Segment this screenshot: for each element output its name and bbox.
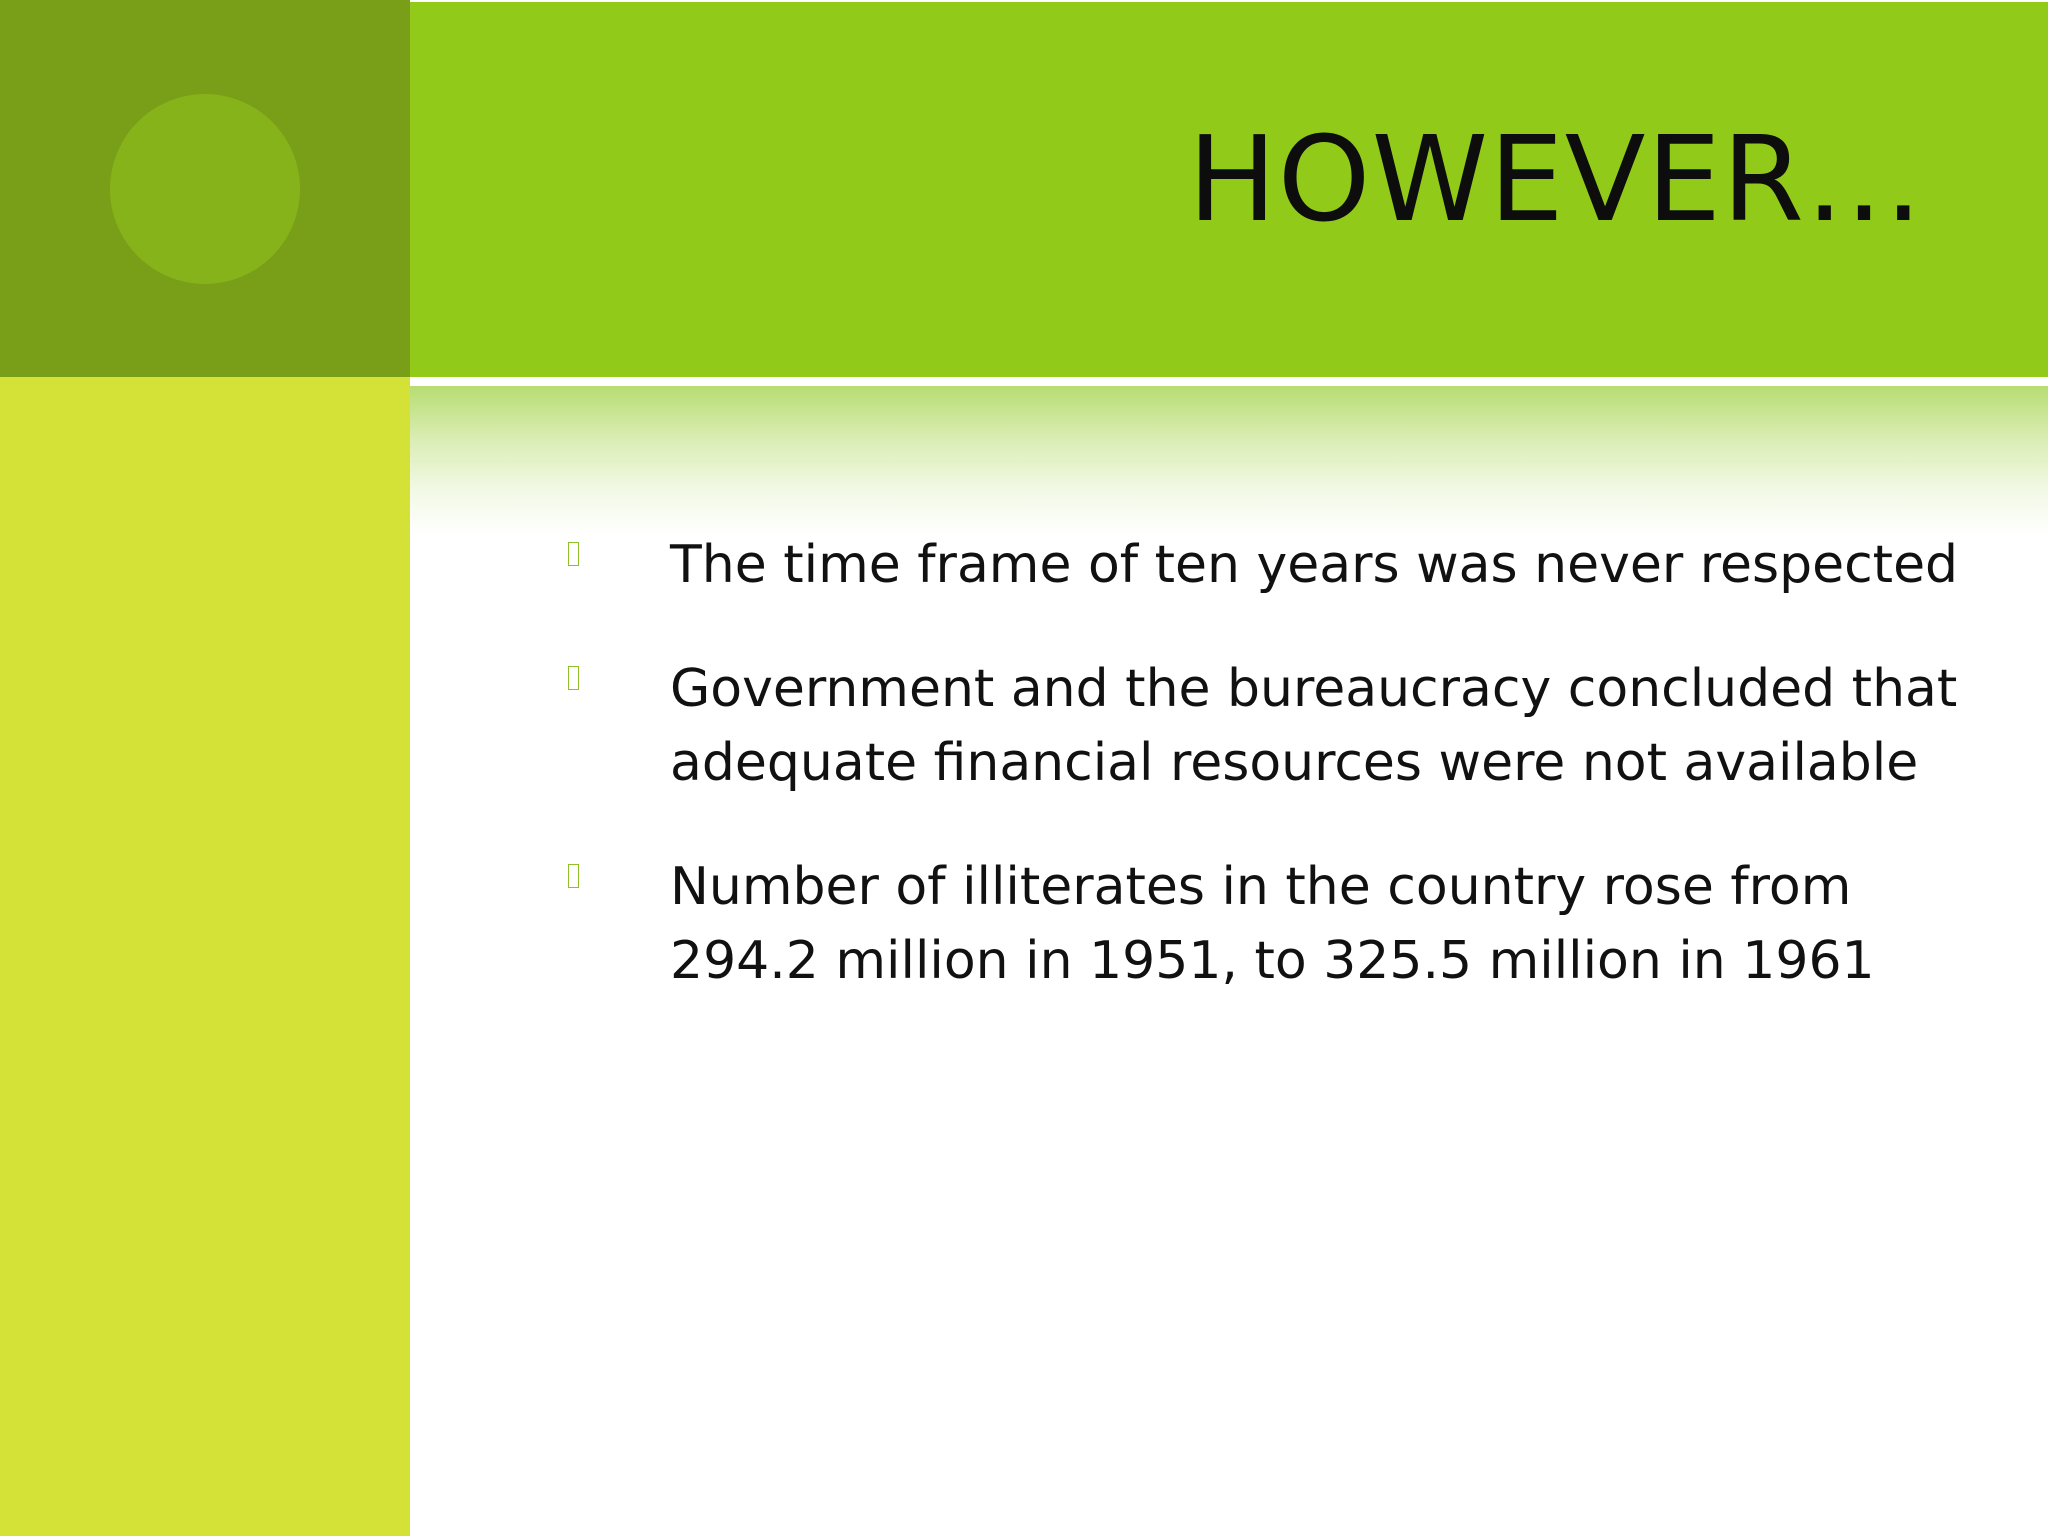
square-outline-bullet-icon (568, 542, 579, 566)
square-outline-bullet-icon (568, 666, 579, 690)
decorative-circle (110, 94, 300, 284)
list-item (568, 850, 1998, 998)
list-item (568, 528, 1998, 602)
bullet-list (568, 528, 1998, 1048)
square-outline-bullet-icon (568, 864, 579, 888)
left-accent-strip (0, 377, 410, 1536)
bullet-text: Number of illiterates in the country rose from 294.2 million in 1951, to 325.5 million in 1961 (670, 857, 1875, 991)
bullet-text: The time frame of ten years was never respected (670, 535, 1959, 595)
header-gradient (410, 386, 2048, 536)
slide-title: HOWEVER… (1187, 110, 1924, 248)
bullet-text: Government and the bureaucracy concluded that adequate financial resources were not available (670, 659, 1958, 793)
list-item (568, 652, 1998, 800)
